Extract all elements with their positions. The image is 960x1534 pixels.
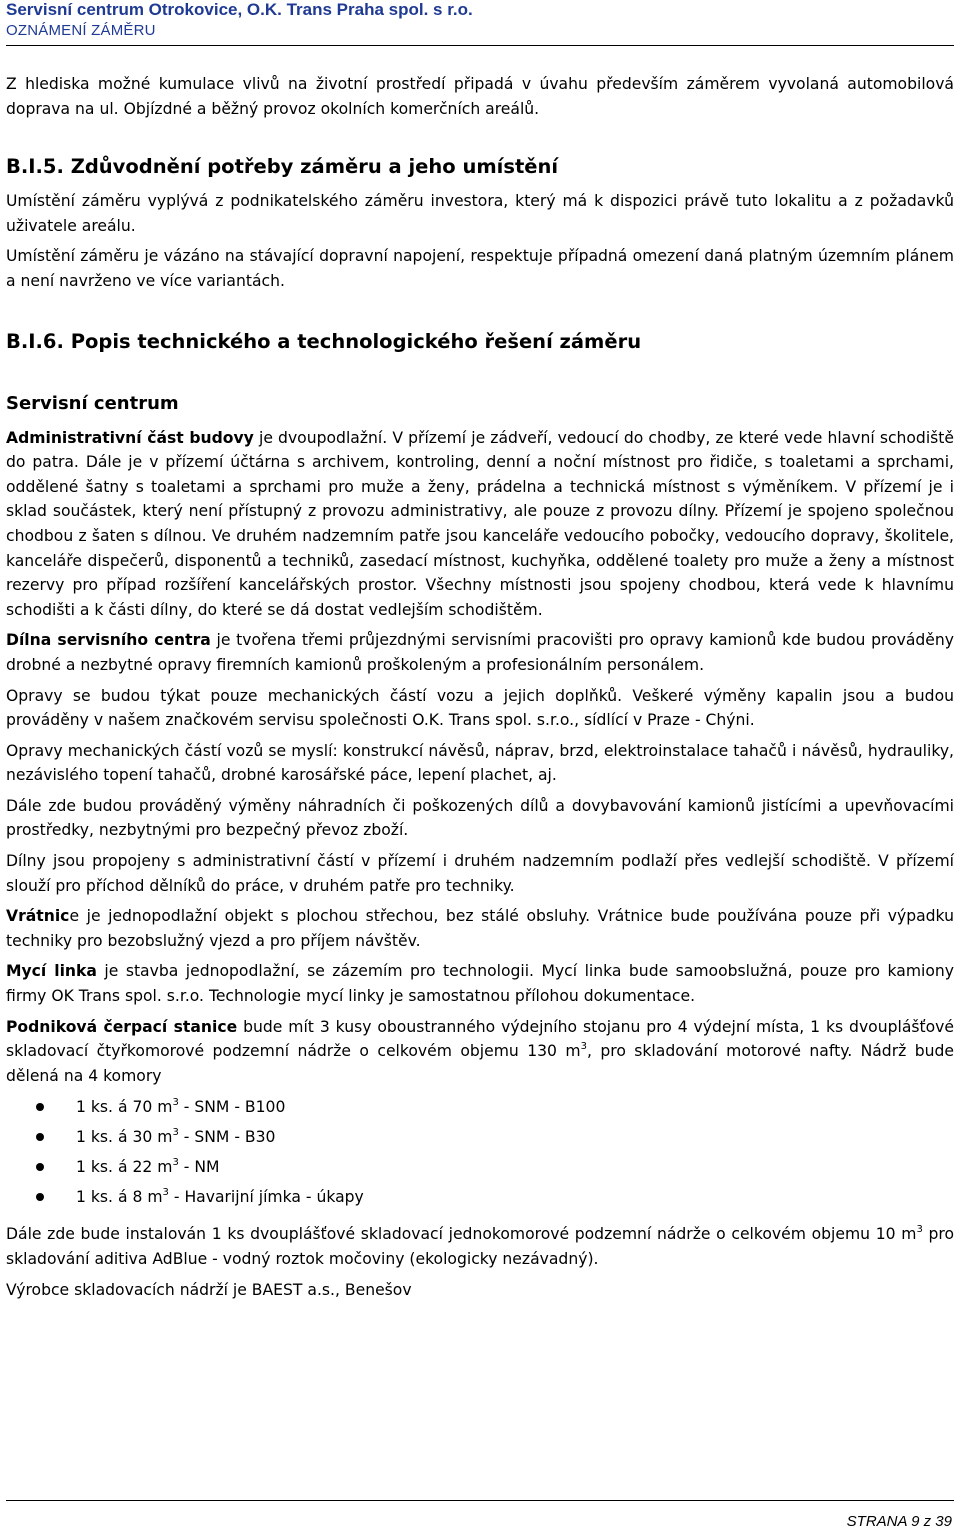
bullet-icon	[36, 1193, 44, 1201]
header-title: Servisní centrum Otrokovice, O.K. Trans Praha spol. s r.o.	[6, 0, 473, 19]
list-item: 1 ks. á 22 $m^3$ - NM	[6, 1152, 954, 1182]
section-heading-b15: B.I.5. Zdůvodnění potřeby záměru a jeho umístění	[6, 155, 559, 179]
subheading-servisni-centrum: Servisní centrum	[6, 392, 179, 414]
list-item: 1 ks. á 70 $m^3$ - SNM - B100	[6, 1092, 954, 1122]
cerpaci-label: Podniková čerpací stanice	[6, 1017, 238, 1036]
tank-list	[6, 1092, 954, 1212]
header-subtitle: OZNÁMENÍ ZÁMĚRU	[6, 22, 156, 39]
s5-paragraph-2: Umístění záměru je vázáno na stávající dopravní napojení, respektuje případná omezení daná platným územním plánem a není navrženo ve více variantách.	[6, 247, 954, 290]
admin-label: Administrativní část budovy	[6, 428, 254, 447]
dilna-paragraph: Dílna servisního centra je tvořena třemi průjezdnými servisními pracovišti pro opravy kamionů kde budou prováděny drobné a nezbytné opravy firemních kamionů proškoleným a profesionálním personálem.	[6, 631, 954, 674]
document-body	[6, 72, 954, 1302]
bullet-icon	[36, 1133, 44, 1141]
opravy-paragraph-2: Opravy mechanických částí vozů se myslí: konstrukcí návěsů, náprav, brzd, elektroinstalace tahačů i návěsů, hydrauliky, nezávislého topení tahačů, drobné karosářské páce, lepení plachet, aj.	[6, 741, 954, 785]
s5-paragraph-1: Umístění záměru vyplývá z podnikatelského záměru investora, který má k dispozici právě tuto lokalitu a z požadavků uživatele areálu.	[6, 192, 954, 235]
bullet-icon	[36, 1103, 44, 1111]
opravy-paragraph-1: Opravy se budou týkat pouze mechanických částí vozu a jejich doplňků. Veškeré výměny kapalin jsou a budou prováděny v našem značkovém servisu společnosti O.K. Trans spol. s.r.o., sídlící v Praze - Chýni.	[6, 686, 954, 730]
adblue-paragraph: Dále zde bude instalován 1 ks dvouplášťové skladovací jednokomorové podzemní nádrže o celkovém objemu 10 $m^3$ pro skladování aditiva AdBlue - vodný roztok močoviny (ekologicky nezávadný).	[6, 1224, 955, 1268]
bullet-icon	[36, 1163, 44, 1171]
section-heading-b16: B.I.6. Popis technického a technologického řešení záměru	[6, 329, 642, 353]
myci-label: Mycí linka	[6, 962, 97, 981]
page-number: STRANA 9 z 39	[846, 1513, 952, 1530]
vratnice-paragraph: Vrátnice je jednopodlažní objekt s plochou střechou, bez stálé obsluhy. Vrátnice bude používána pouze při výpadku techniky pro bezobslužný vjezd a pro příjem návštěv.	[6, 907, 954, 950]
cerpaci-paragraph: Podniková čerpací stanice bude mít 3 kusy oboustranného výdejního stojanu pro 4 výdejní místa, 1 ks dvouplášťové skladovací čtyřkomorové podzemní nádrže o celkovém objemu 130 $m^3$, pro skladování motorové nafty. Nádrž bude dělená na 4 komory	[6, 1017, 954, 1085]
footer-divider	[6, 1500, 954, 1501]
list-item: 1 ks. á 30 $m^3$ - SNM - B30	[6, 1122, 954, 1152]
dilny-paragraph: Dílny jsou propojeny s administrativní částí v přízemí i druhém nadzemním podlaží přes vedlejší schodiště. V přízemí slouží pro příchod dělníků do práce, v druhém patře pro techniky.	[6, 852, 954, 895]
intro-paragraph: Z hlediska možné kumulace vlivů na životní prostředí připadá v úvahu především záměrem vyvolaná automobilová doprava na ul. Objízdné a běžný provoz okolních komerčních areálů.	[6, 75, 954, 118]
vyrobce-paragraph: Výrobce skladovacích nádrží je BAEST a.s., Benešov	[6, 1280, 412, 1299]
header-divider	[6, 45, 954, 46]
admin-paragraph: Administrativní část budovy je dvoupodlažní. V přízemí je zádveří, vedoucí do chodby, ze které vede hlavní schodiště do patra. Dále je v přízemí účtárna s archivem, kontroling, denní a noční místnost pro řidiče, s toaletami a sprchami, oddělené šatny s toaletami a sprchami pro muže a ženy, prádelna a technická místnost s výměníkem. V přízemí je i sklad součástek, který není přístupný z provozu administrativy, ale pouze z provozu dílny. Přízemí je spojeno společnou chodbou z šaten s dílnou. Ve druhém nadzemním patře jsou kanceláře vedoucího pobočky, vedoucího dopravy, školitele, kanceláře dispečerů, disponentů a techniků, zasedací místnost, kuchyňka, oddělené toalety pro muže a ženy a místnost rezervy pro případ rozšíření kancelářských prostor. Všechny místnosti jsou spojeny chodbou, která vede k hlavnímu schodišti a k části dílny, do které se dá dostat vedlejším schodištěm.	[6, 428, 954, 619]
list-item: 1 ks. á 8 $m^3$ - Havarijní jímka - úkapy	[6, 1182, 954, 1212]
dale-paragraph: Dále zde budou prováděný výměny náhradních či poškozených dílů a dovybavování kamionů jistícími a upevňovacími prostředky, nezbytnými pro bezpečný převoz zboží.	[6, 796, 954, 840]
dilna-label: Dílna servisního centra	[6, 631, 211, 650]
myci-paragraph: Mycí linka je stavba jednopodlažní, se zázemím pro technologii. Mycí linka bude samoobslužná, pouze pro kamiony firmy OK Trans spol. s.r.o. Technologie mycí linky je samostatnou přílohou dokumentace.	[6, 962, 955, 1006]
vratnice-label: Vrátnic	[6, 907, 70, 926]
